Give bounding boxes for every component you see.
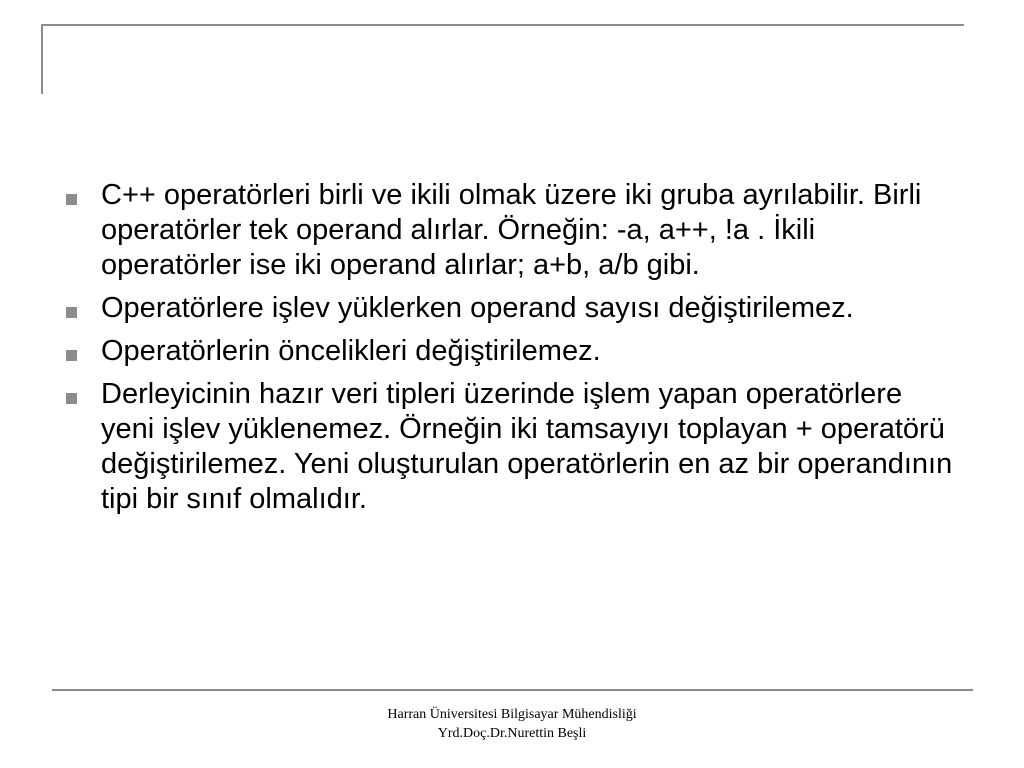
footer — [0, 705, 1024, 743]
square-bullet-icon — [66, 194, 77, 205]
square-bullet-icon — [66, 307, 77, 318]
bullet-item — [60, 291, 960, 326]
square-bullet-icon — [66, 350, 77, 361]
square-bullet-icon — [66, 393, 77, 404]
footer-divider — [52, 689, 973, 691]
frame-top-line — [41, 24, 964, 26]
bullet-text: Derleyicinin hazır veri tipleri üzerinde işlem yapan operatörlere yeni işlev yüklenemez. Örneğin iki tamsayıyı toplayan + operatörü değiştirilemez. Yeni oluşturulan operatörlerin en az bir operandının tipi bir sınıf olmalıdır. — [101, 378, 953, 515]
bullet-text: Operatörlerin öncelikleri değiştirilemez. — [101, 335, 601, 367]
footer-author: Yrd.Doç.Dr.Nurettin Beşli — [437, 726, 587, 741]
frame-left-line — [41, 24, 43, 94]
footer-institution: Harran Üniversitesi Bilgisayar Mühendisliği — [387, 707, 637, 722]
bullet-item — [60, 377, 960, 517]
bullet-text: C++ operatörleri birli ve ikili olmak üzere iki gruba ayrılabilir. Birli operatörler tek operand alırlar. Örneğin: -a, a++, !a . İkili operatörler ise iki operand alırlar; a+b, a/b gibi. — [101, 179, 922, 281]
bullet-item — [60, 178, 960, 283]
bullet-list — [60, 178, 960, 525]
bullet-item — [60, 334, 960, 369]
bullet-text: Operatörlere işlev yüklerken operand sayısı değiştirilemez. — [101, 292, 854, 324]
